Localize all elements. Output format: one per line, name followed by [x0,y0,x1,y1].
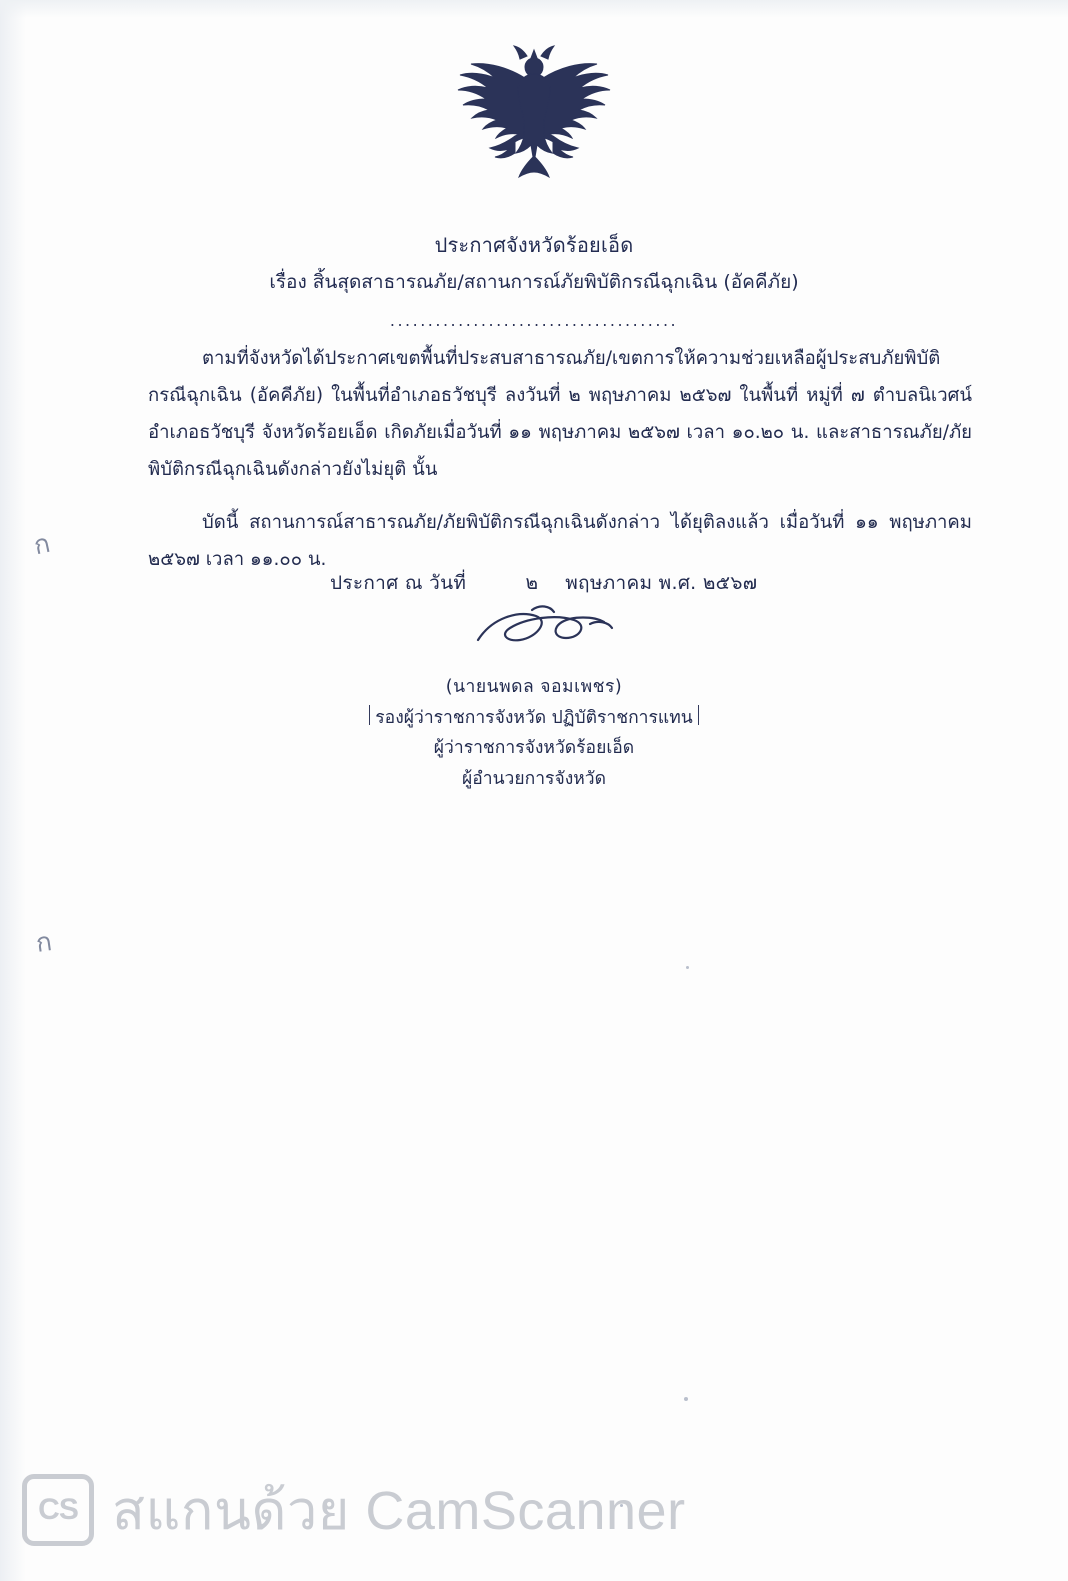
scan-speck [686,966,689,969]
announce-day: ๒ [525,572,539,594]
garuda-emblem [439,44,629,204]
document-body [148,340,972,584]
announce-prefix: ประกาศ ณ วันที่ [330,572,467,594]
announce-date-line [330,568,757,598]
camscanner-text: สแกนด้วย CamScanner [112,1481,686,1541]
document-heading [0,230,1068,330]
camscanner-badge: CS [22,1474,94,1546]
paragraph-1: ตามที่จังหวัดได้ประกาศเขตพื้นที่ประสบสาธารณภัย/เขตการให้ความช่วยเหลือผู้ประสบภัยพิบัติกรณีฉุกเฉิน (อัคคีภัย) ในพื้นที่อำเภอธวัชบุรี ลงวันที่ ๒ พฤษภาคม ๒๕๖๗ ในพื้นที่ หมู่ที่ ๗ ตำบลนิเวศน์ อำเภอธวัชบุรี จังหวัดร้อยเอ็ด เกิดภัยเมื่อวันที่ ๑๑ พฤษภาคม ๒๕๖๗ เวลา ๑๐.๒๐ น. และสาธารณภัย/ภัยพิบัติกรณีฉุกเฉินดังกล่าวยังไม่ยุติ นั้น [148,348,972,480]
scan-edge-top [0,0,1068,18]
signer-role-line-3: ผู้อำนวยการจังหวัด [462,768,606,789]
signer-name: (นายนพดล จอมเพชร) [445,677,623,697]
camscanner-watermark [22,1467,686,1553]
announce-month-year: พฤษภาคม พ.ศ. ๒๕๖๗ [565,572,758,594]
page-title: ประกาศจังหวัดร้อยเอ็ด [434,233,634,257]
signature-scribble [470,600,630,660]
signer-role-line-1: รองผู้ว่าราชการจังหวัด ปฏิบัติราชการแทน [375,703,692,734]
signer-role-line-2: ผู้ว่าราชการจังหวัดร้อยเอ็ด [433,738,635,759]
document-subject: เรื่อง สิ้นสุดสาธารณภัย/สถานการณ์ภัยพิบัติกรณีฉุกเฉิน (อัคคีภัย) [269,271,799,293]
margin-mark-top: ก [31,528,53,562]
paragraph-2: บัดนี้ สถานการณ์สาธารณภัย/ภัยพิบัติกรณีฉุกเฉินดังกล่าว ได้ยุติลงแล้ว เมื่อวันที่ ๑๑ พฤษภาคม ๒๕๖๗ เวลา ๑๑.๐๐ น. [148,512,972,570]
margin-mark-bottom: ก [34,927,54,959]
scan-speck [684,1397,688,1401]
signer-block [0,672,1068,795]
dotted-divider: ...................................... [389,310,679,330]
